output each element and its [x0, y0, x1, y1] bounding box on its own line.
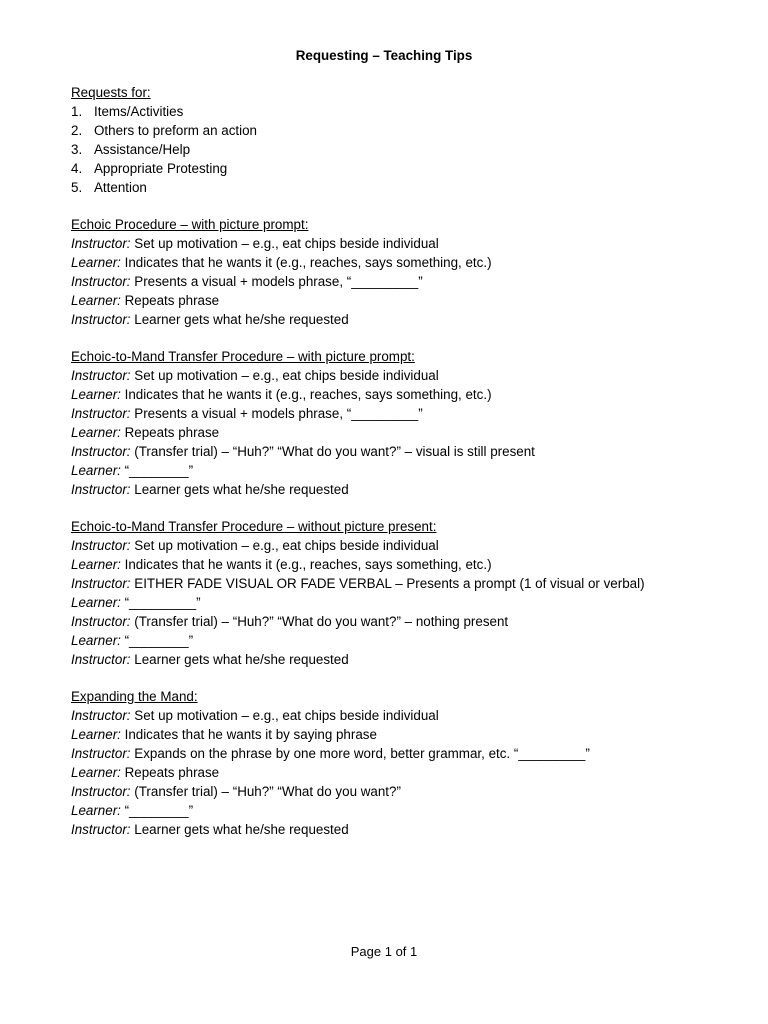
role-label: Learner:: [71, 633, 121, 648]
procedure-step: [71, 725, 731, 744]
procedure-step: [71, 744, 731, 763]
procedure-step: [71, 536, 731, 555]
role-label: Instructor:: [71, 368, 131, 383]
procedure-step: [71, 234, 731, 253]
procedure-step: [71, 272, 731, 291]
step-text: Repeats phrase: [120, 765, 220, 780]
step-text: Set up motivation – e.g., eat chips beside individual: [130, 236, 439, 251]
procedure-step: [71, 574, 731, 593]
procedure-step: [71, 253, 731, 272]
step-text: EITHER FADE VISUAL OR FADE VERBAL – Presents a prompt (1 of visual or verbal): [130, 576, 645, 591]
list-text: Appropriate Protesting: [94, 161, 228, 176]
procedure-step: [71, 763, 731, 782]
procedure-step: [71, 461, 731, 480]
step-text: (Transfer trial) – “Huh?” “What do you want?” – nothing present: [130, 614, 509, 629]
role-label: Learner:: [71, 727, 121, 742]
document-title: Requesting – Teaching Tips: [295, 48, 473, 63]
role-label: Learner:: [71, 595, 121, 610]
step-text: Indicates that he wants it (e.g., reaches, says something, etc.): [120, 387, 492, 402]
procedure-step: [71, 782, 731, 801]
role-label: Instructor:: [71, 444, 131, 459]
role-label: Instructor:: [71, 274, 131, 289]
list-text: Items/Activities: [94, 104, 184, 119]
step-text: Set up motivation – e.g., eat chips beside individual: [130, 538, 439, 553]
procedure-step: [71, 385, 731, 404]
procedure-step: [71, 291, 731, 310]
step-text: Repeats phrase: [120, 293, 220, 308]
section-heading-transfer-with-picture: Echoic-to-Mand Transfer Procedure – with picture prompt:: [71, 349, 415, 364]
step-text: Indicates that he wants it by saying phrase: [120, 727, 377, 742]
procedure-step: [71, 310, 731, 329]
role-label: Instructor:: [71, 482, 131, 497]
step-text: “________”: [120, 803, 194, 818]
procedure-step: [71, 442, 731, 461]
step-text: Presents a visual + models phrase, “_________”: [130, 406, 423, 421]
role-label: Learner:: [71, 765, 121, 780]
list-item: [71, 140, 731, 159]
procedure-step: [71, 706, 731, 725]
role-label: Learner:: [71, 463, 121, 478]
list-text: Others to preform an action: [94, 123, 257, 138]
role-label: Instructor:: [71, 746, 131, 761]
role-label: Learner:: [71, 255, 121, 270]
role-label: Learner:: [71, 293, 121, 308]
list-item: [71, 178, 731, 197]
role-label: Learner:: [71, 425, 121, 440]
list-number: 5.: [71, 180, 83, 195]
section-gap: [71, 499, 731, 517]
list-text: Assistance/Help: [94, 142, 191, 157]
list-item: [71, 121, 731, 140]
step-text: Set up motivation – e.g., eat chips beside individual: [130, 368, 439, 383]
role-label: Instructor:: [71, 784, 131, 799]
procedure-step: [71, 650, 731, 669]
step-text: “________”: [120, 633, 194, 648]
page-number-footer: Page 1 of 1: [350, 944, 418, 959]
requests-heading: Requests for:: [71, 85, 151, 100]
step-text: Repeats phrase: [120, 425, 220, 440]
step-text: “_________”: [120, 595, 201, 610]
step-text: Indicates that he wants it (e.g., reaches, says something, etc.): [120, 557, 492, 572]
step-text: (Transfer trial) – “Huh?” “What do you want?”: [130, 784, 401, 799]
list-number: 2.: [71, 123, 83, 138]
procedure-step: [71, 423, 731, 442]
list-number: 1.: [71, 104, 83, 119]
procedure-step: [71, 480, 731, 499]
role-label: Learner:: [71, 557, 121, 572]
section-heading-transfer-without-picture: Echoic-to-Mand Transfer Procedure – without picture present:: [71, 519, 437, 534]
role-label: Instructor:: [71, 312, 131, 327]
role-label: Instructor:: [71, 538, 131, 553]
step-text: (Transfer trial) – “Huh?” “What do you want?” – visual is still present: [130, 444, 535, 459]
procedure-step: [71, 555, 731, 574]
list-item: [71, 159, 731, 178]
step-text: Set up motivation – e.g., eat chips beside individual: [130, 708, 439, 723]
procedure-step: [71, 631, 731, 650]
role-label: Instructor:: [71, 406, 131, 421]
role-label: Instructor:: [71, 614, 131, 629]
section-gap: [71, 197, 731, 215]
list-item: [71, 102, 731, 121]
step-text: Learner gets what he/she requested: [130, 482, 349, 497]
list-number: 3.: [71, 142, 83, 157]
procedure-step: [71, 612, 731, 631]
step-text: Indicates that he wants it (e.g., reaches, says something, etc.): [120, 255, 492, 270]
section-gap: [71, 669, 731, 687]
step-text: Learner gets what he/she requested: [130, 652, 349, 667]
section-gap: [71, 329, 731, 347]
list-text: Attention: [94, 180, 147, 195]
role-label: Instructor:: [71, 822, 131, 837]
role-label: Learner:: [71, 803, 121, 818]
procedure-step: [71, 366, 731, 385]
role-label: Learner:: [71, 387, 121, 402]
step-text: Presents a visual + models phrase, “_________”: [130, 274, 423, 289]
document-body: [71, 83, 731, 839]
step-text: Learner gets what he/she requested: [130, 312, 349, 327]
role-label: Instructor:: [71, 708, 131, 723]
step-text: Expands on the phrase by one more word, better grammar, etc. “_________”: [130, 746, 590, 761]
section-heading-expanding-mand: Expanding the Mand:: [71, 689, 198, 704]
procedure-step: [71, 801, 731, 820]
step-text: Learner gets what he/she requested: [130, 822, 349, 837]
step-text: “________”: [120, 463, 194, 478]
procedure-step: [71, 593, 731, 612]
role-label: Instructor:: [71, 652, 131, 667]
section-heading-echoic: Echoic Procedure – with picture prompt:: [71, 217, 309, 232]
procedure-step: [71, 820, 731, 839]
procedure-step: [71, 404, 731, 423]
role-label: Instructor:: [71, 236, 131, 251]
role-label: Instructor:: [71, 576, 131, 591]
list-number: 4.: [71, 161, 83, 176]
